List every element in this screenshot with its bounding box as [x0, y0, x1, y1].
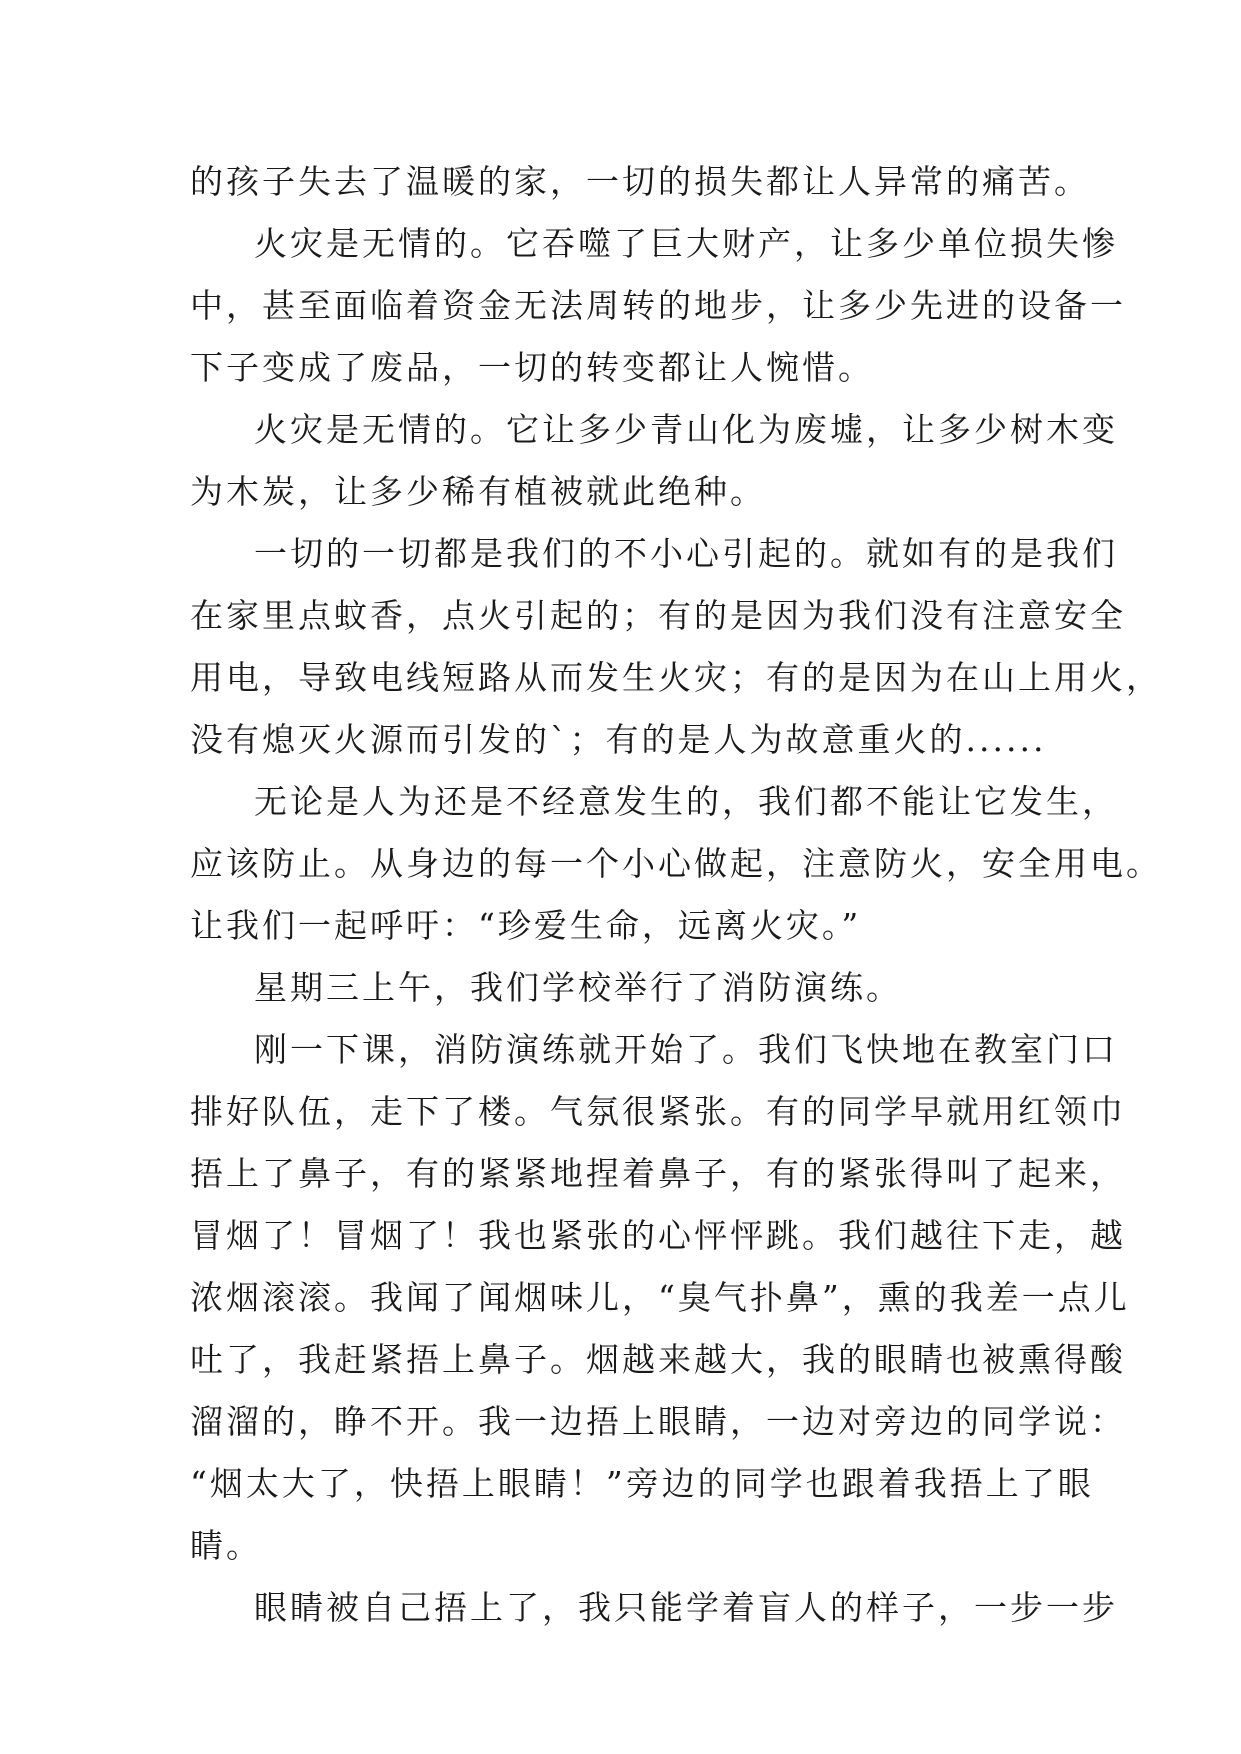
text-line: 用电，导致电线短路从而发生火灾；有的是因为在山上用火， — [190, 658, 1162, 697]
text-line: 应该防止。从身边的每一个小心做起，注意防火，安全用电。 — [190, 844, 1162, 883]
text-line: 火灾是无情的。它吞噬了巨大财产，让多少单位损失惨 — [254, 224, 1118, 263]
text-line: 火灾是无情的。它让多少青山化为废墟，让多少树木变 — [254, 410, 1118, 449]
text-line: “烟太大了，快捂上眼睛！”旁边的同学也跟着我捂上了眼 — [190, 1464, 1094, 1503]
text-line: 吐了，我赶紧捂上鼻子。烟越来越大，我的眼睛也被熏得酸 — [190, 1340, 1126, 1379]
text-line: 中，甚至面临着资金无法周转的地步，让多少先进的设备一 — [190, 286, 1126, 325]
text-line: 捂上了鼻子，有的紧紧地捏着鼻子，有的紧张得叫了起来， — [190, 1154, 1126, 1193]
text-line: 睛。 — [190, 1526, 262, 1565]
text-line: 星期三上午，我们学校举行了消防演练。 — [254, 968, 902, 1007]
text-line: 溜溜的，睁不开。我一边捂上眼睛，一边对旁边的同学说： — [190, 1402, 1126, 1441]
text-line: 下子变成了废品，一切的转变都让人惋惜。 — [190, 348, 874, 387]
text-line: 刚一下课，消防演练就开始了。我们飞快地在教室门口 — [254, 1030, 1118, 1069]
text-line: 的孩子失去了温暖的家，一切的损失都让人异常的痛苦。 — [190, 162, 1090, 201]
text-line: 在家里点蚊香，点火引起的；有的是因为我们没有注意安全 — [190, 596, 1126, 635]
text-line: 冒烟了！冒烟了！我也紧张的心怦怦跳。我们越往下走，越 — [190, 1216, 1126, 1255]
text-line: 让我们一起呼吁：“珍爱生命，远离火灾。” — [190, 906, 862, 945]
text-line: 一切的一切都是我们的不小心引起的。就如有的是我们 — [254, 534, 1118, 573]
text-line: 为木炭，让多少稀有植被就此绝种。 — [190, 472, 766, 511]
text-line: 没有熄灭火源而引发的`；有的是人为故意重火的...... — [190, 720, 1047, 759]
text-line: 浓烟滚滚。我闻了闻烟味儿，“臭气扑鼻”，熏的我差一点儿 — [190, 1278, 1130, 1317]
text-line: 无论是人为还是不经意发生的，我们都不能让它发生， — [254, 782, 1118, 821]
text-line: 眼睛被自己捂上了，我只能学着盲人的样子，一步一步 — [254, 1588, 1118, 1627]
text-line: 排好队伍，走下了楼。气氛很紧张。有的同学早就用红领巾 — [190, 1092, 1126, 1131]
